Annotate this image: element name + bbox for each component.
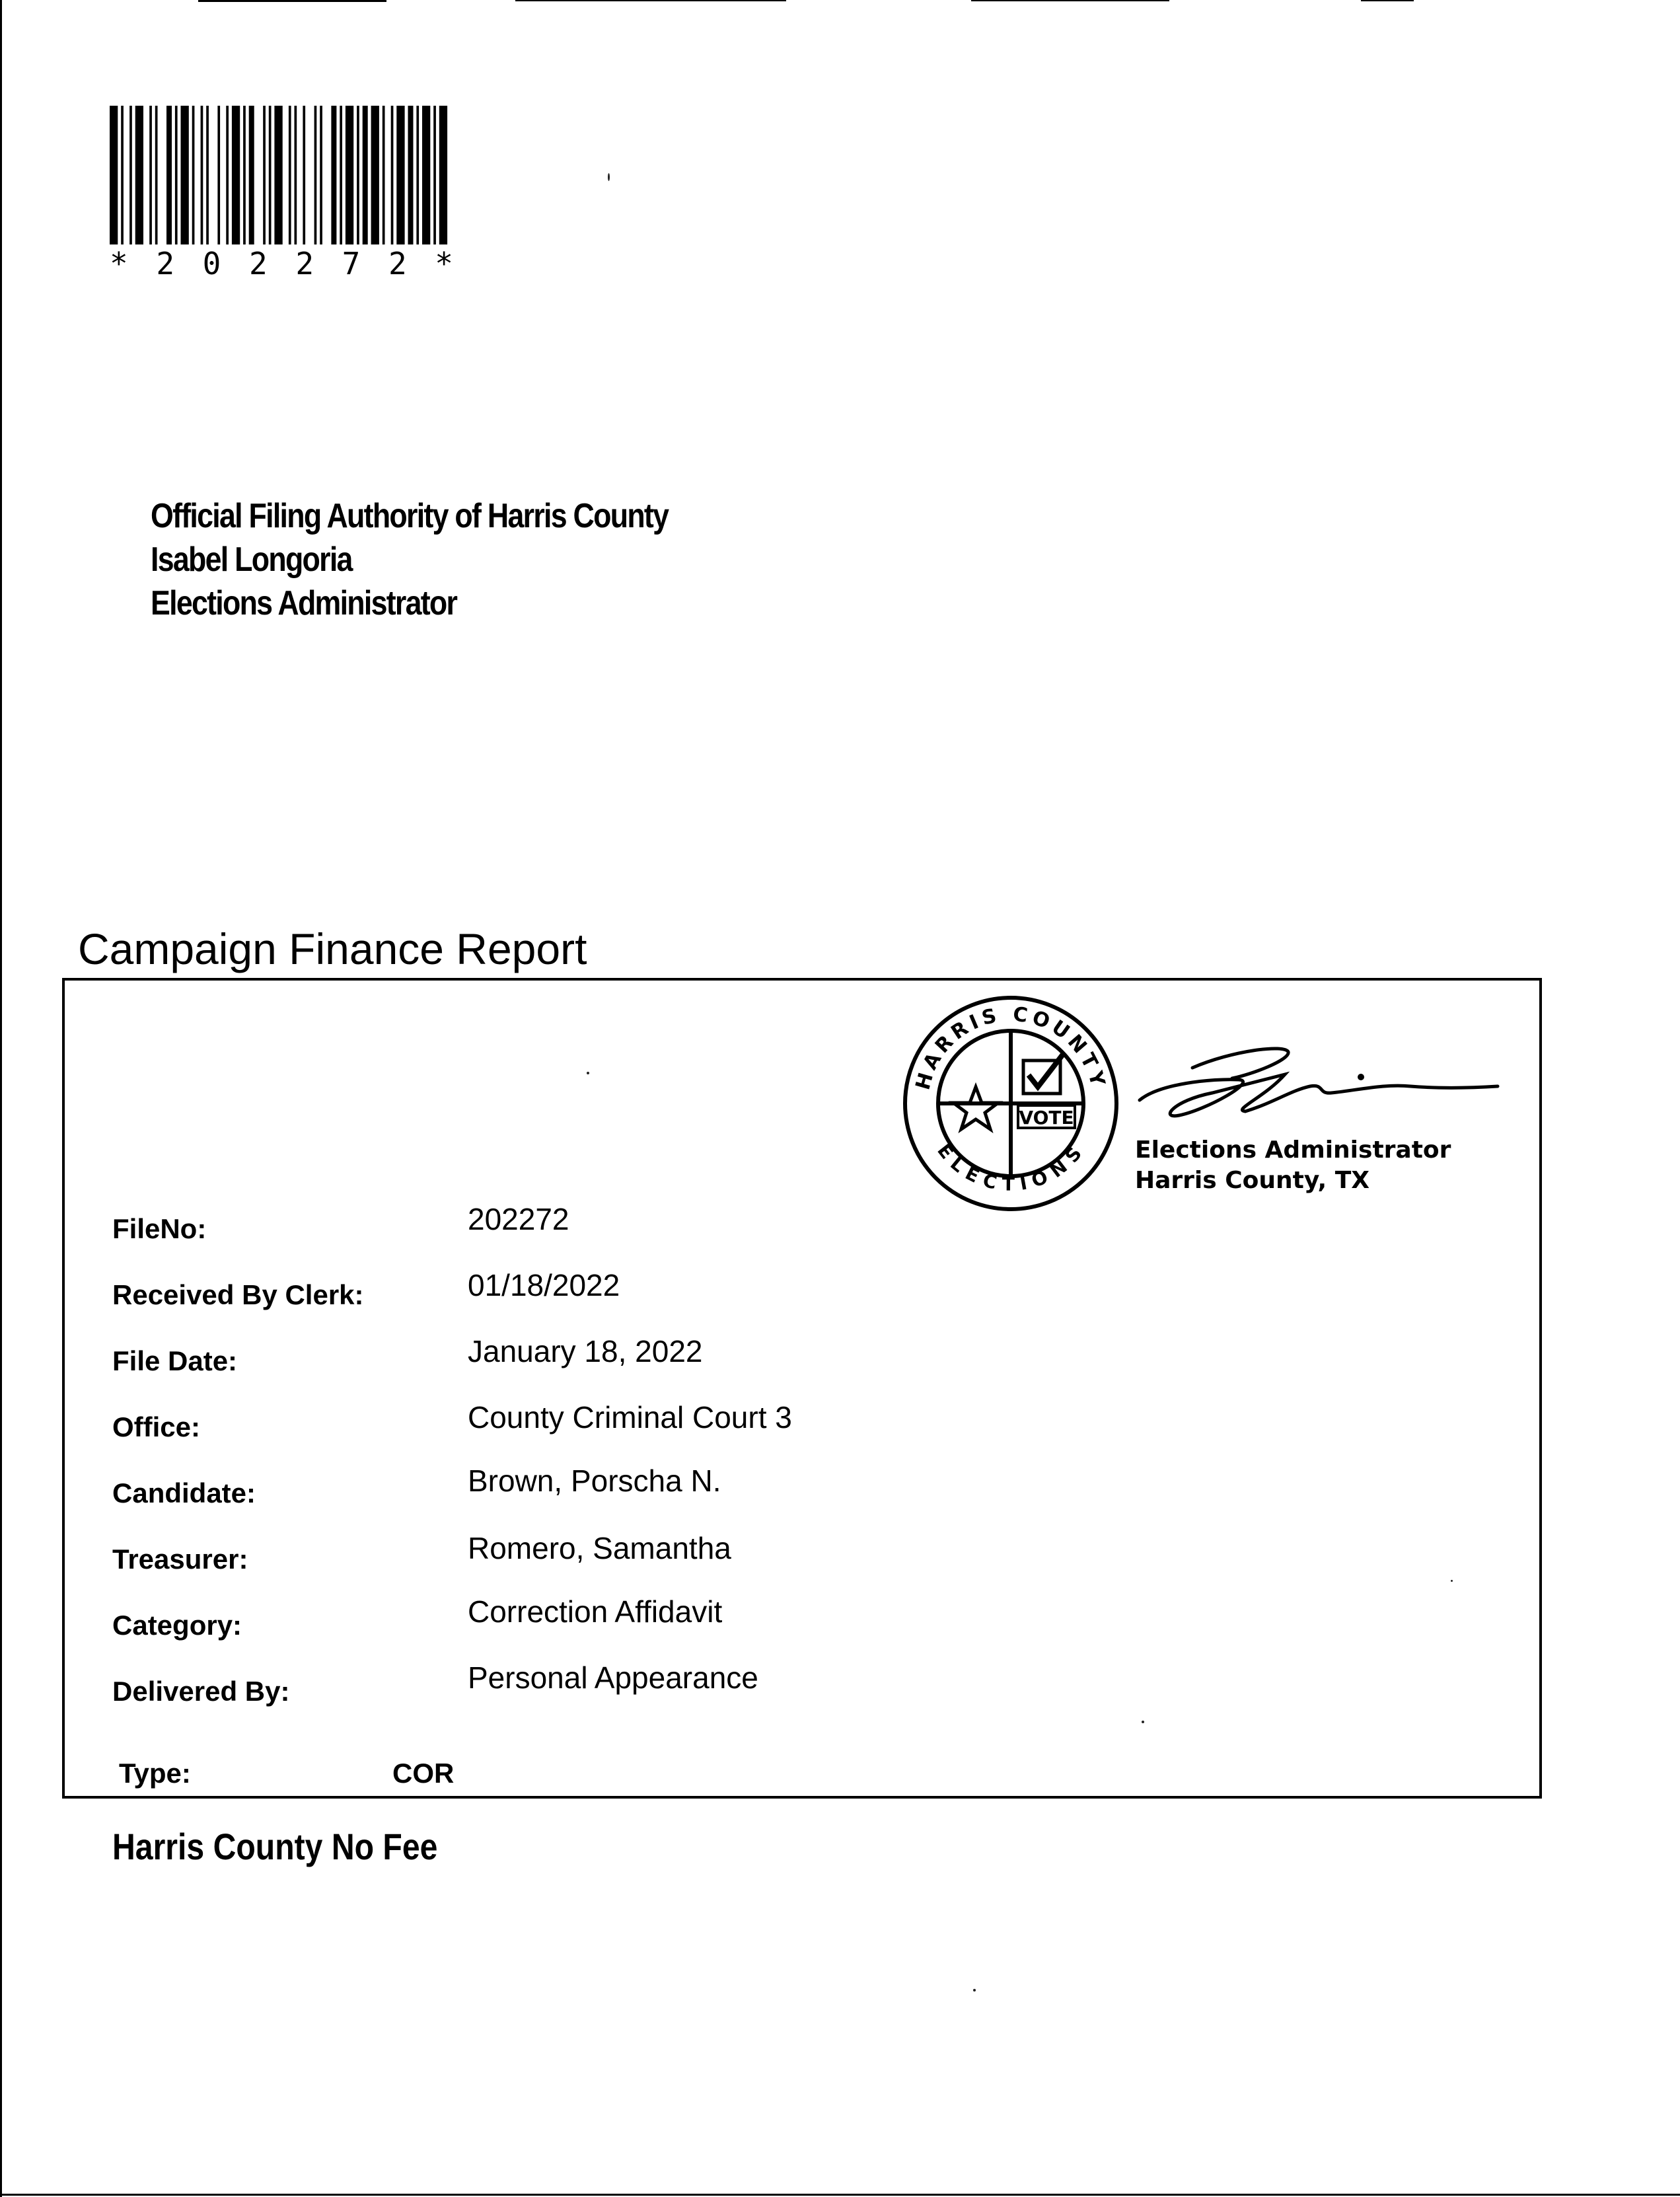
filing-authority xyxy=(151,494,668,625)
barcode-bar xyxy=(201,106,203,244)
administrator-name: Isabel Longoria xyxy=(151,540,352,579)
barcode-bar xyxy=(192,106,195,244)
signature-title: Elections Administrator xyxy=(1135,1136,1451,1164)
barcode-bar xyxy=(269,106,272,244)
barcode-bar xyxy=(129,106,132,244)
field-value-fileno: 202272 xyxy=(468,1202,569,1236)
barcode-bar xyxy=(433,106,436,244)
type-label: Type: xyxy=(119,1758,191,1789)
barcode-bar xyxy=(439,106,447,244)
field-value-file-date: January 18, 2022 xyxy=(468,1334,703,1368)
barcode-bar xyxy=(149,106,152,244)
barcode-bar xyxy=(243,106,246,244)
field-label-fileno: FileNo: xyxy=(112,1213,207,1244)
field-label-office: Office: xyxy=(112,1411,201,1442)
field-value-received-by-clerk: 01/18/2022 xyxy=(468,1268,620,1302)
administrator-signature xyxy=(1133,1037,1503,1123)
scan-edge-top-1 xyxy=(198,0,386,2)
barcode-bar xyxy=(363,106,368,244)
field-value-office: County Criminal Court 3 xyxy=(468,1400,792,1434)
barcode-char: * xyxy=(435,246,453,281)
barcode-char: 2 xyxy=(388,246,407,281)
administrator-title: Elections Administrator xyxy=(151,584,457,622)
barcode-bar xyxy=(396,106,404,244)
barcode-char: 2 xyxy=(156,246,175,281)
barcode-bar xyxy=(232,106,240,244)
field-label-treasurer: Treasurer: xyxy=(112,1544,248,1575)
field-label-category: Category: xyxy=(112,1610,242,1641)
scan-edge-top-2 xyxy=(515,0,786,1)
barcode-bar xyxy=(320,106,322,244)
field-label-file-date: File Date: xyxy=(112,1345,238,1376)
fee-note: Harris County No Fee xyxy=(112,1826,438,1867)
field-value-treasurer: Romero, Samantha xyxy=(468,1531,731,1565)
signature-county: Harris County, TX xyxy=(1135,1167,1370,1194)
field-label-candidate: Candidate: xyxy=(112,1477,256,1508)
barcode-bar xyxy=(226,106,229,244)
barcode-bar xyxy=(155,106,158,244)
scan-edge-bottom xyxy=(0,2194,1680,2196)
county-seal xyxy=(902,994,1120,1212)
scan-edge-top-3 xyxy=(971,0,1169,1)
barcode-bar xyxy=(166,106,172,244)
report-title: Campaign Finance Report xyxy=(78,924,587,973)
scan-speck xyxy=(608,173,610,181)
barcode-bar xyxy=(408,106,414,244)
barcode-bar xyxy=(422,106,430,244)
scan-speck xyxy=(973,1989,976,1992)
barcode-bar xyxy=(303,106,305,244)
field-label-received-by-clerk: Received By Clerk: xyxy=(112,1279,364,1310)
barcode-bar xyxy=(121,106,124,244)
barcode-bar xyxy=(217,106,220,244)
barcode-bar xyxy=(383,106,385,244)
scan-edge-top-4 xyxy=(1361,0,1414,1)
authority-title: Official Filing Authority of Harris County xyxy=(151,497,669,535)
barcode-char: 0 xyxy=(202,246,221,281)
barcode-char: 7 xyxy=(342,246,361,281)
field-label-delivered-by: Delivered By: xyxy=(112,1676,290,1707)
barcode-bars xyxy=(110,106,453,244)
scan-edge-left xyxy=(0,0,2,2197)
field-value-category: Correction Affidavit xyxy=(468,1594,723,1629)
barcode xyxy=(110,106,453,244)
barcode-bar xyxy=(295,106,297,244)
barcode-bar xyxy=(314,106,317,244)
barcode-bar xyxy=(263,106,266,244)
type-value: COR xyxy=(392,1758,455,1789)
seal-ring-text-top: HARRIS COUNTY xyxy=(911,1002,1111,1093)
signature-caption xyxy=(1135,1135,1451,1196)
barcode-bar xyxy=(346,106,353,244)
barcode-bar xyxy=(371,106,379,244)
field-value-delivered-by: Personal Appearance xyxy=(468,1660,758,1695)
barcode-bar xyxy=(331,106,336,244)
barcode-bar xyxy=(340,106,342,244)
barcode-bar xyxy=(274,106,282,244)
barcode-bar xyxy=(391,106,394,244)
star-icon xyxy=(953,1087,998,1129)
barcode-text xyxy=(110,246,453,281)
vote-label: VOTE xyxy=(1019,1107,1074,1129)
barcode-bar xyxy=(135,106,143,244)
barcode-bar xyxy=(181,106,189,244)
barcode-bar xyxy=(416,106,419,244)
barcode-bar xyxy=(289,106,291,244)
barcode-bar xyxy=(110,106,118,244)
barcode-char: * xyxy=(110,246,128,281)
barcode-bar xyxy=(206,106,209,244)
barcode-char: 2 xyxy=(295,246,314,281)
barcode-char: 2 xyxy=(248,246,268,281)
barcode-bar xyxy=(175,106,178,244)
field-value-candidate: Brown, Porscha N. xyxy=(468,1464,721,1498)
seal-ring-text-bottom: ELECTIONS xyxy=(933,1139,1089,1195)
barcode-bar xyxy=(249,106,254,244)
barcode-bar xyxy=(357,106,359,244)
